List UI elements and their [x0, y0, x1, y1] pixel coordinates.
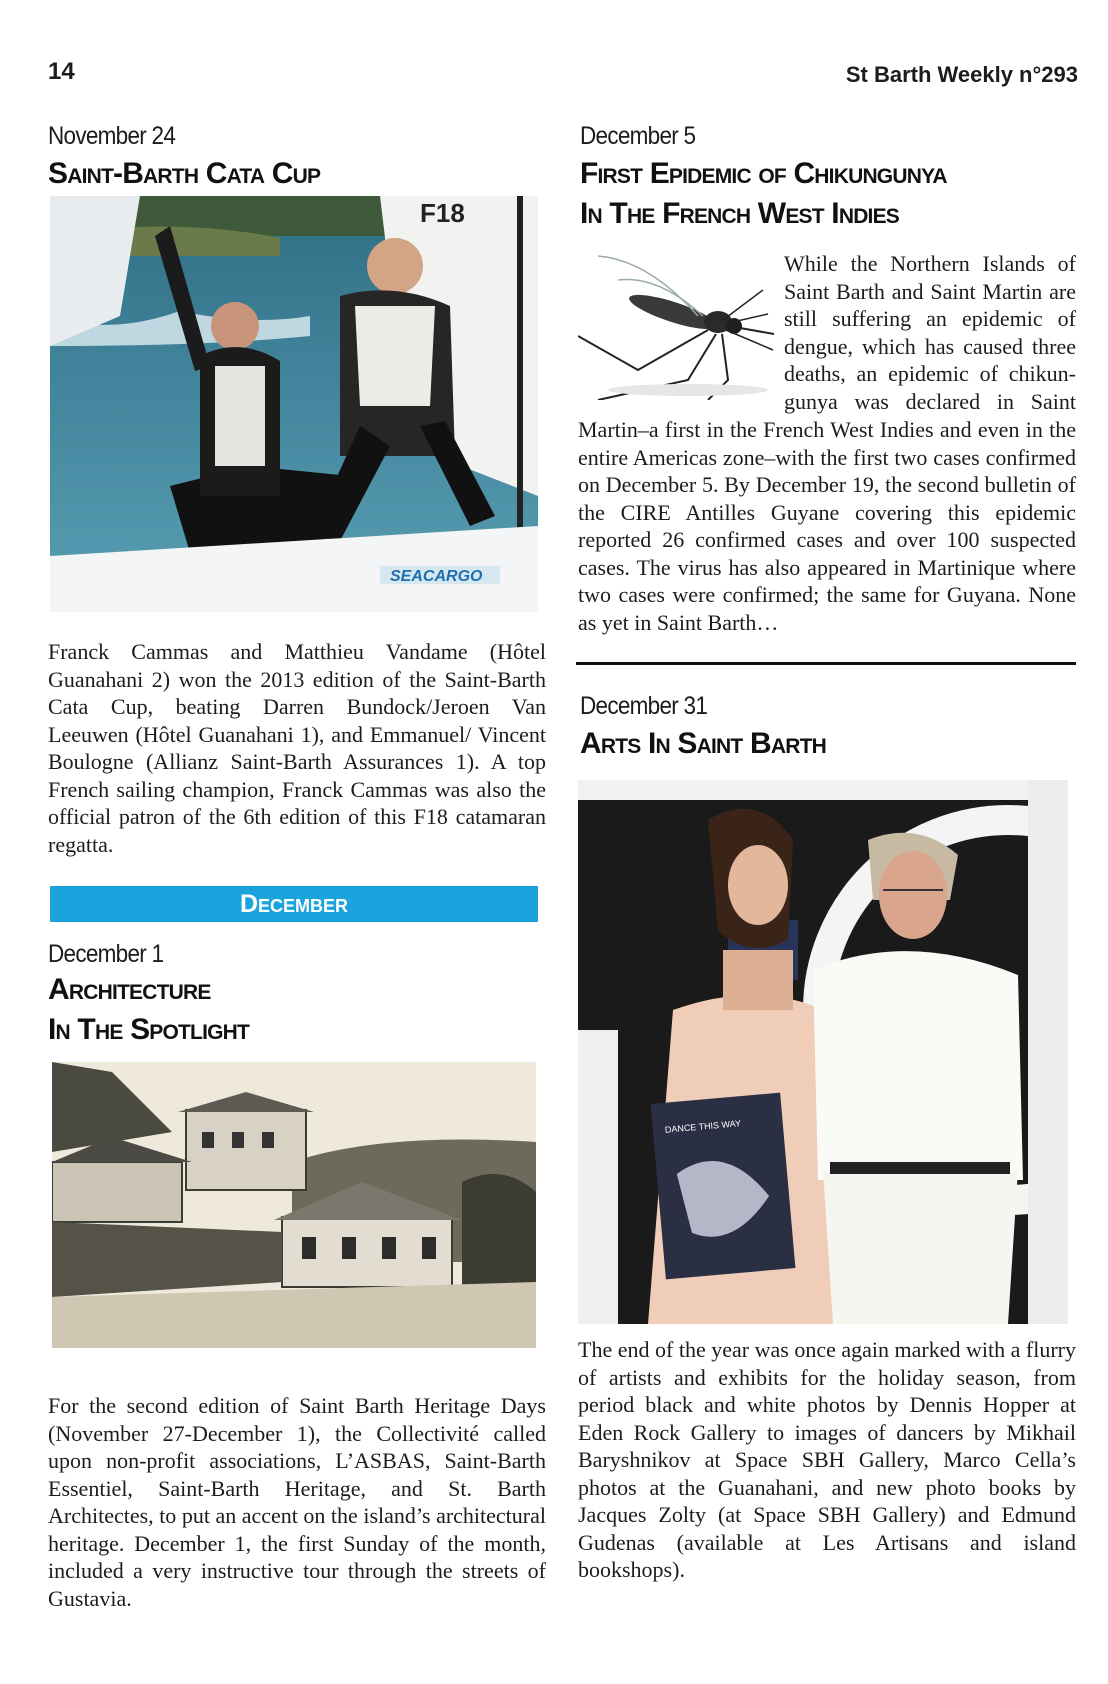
publication-name: St Barth Weekly n°293 — [845, 62, 1078, 87]
article-headline: Arts In Saint Barth — [580, 727, 826, 760]
book-title-text: DANCE THIS WAY — [664, 1118, 742, 1135]
body-line: While the Northern Islands of — [784, 251, 1076, 276]
article-headline-line2: In The Spotlight — [48, 1013, 250, 1046]
article-headline-line1: First Epidemic of Chikungunya — [580, 157, 947, 190]
sail-number-text: F18 — [420, 198, 465, 228]
body-line: Saint Barth and Saint Martin are — [784, 278, 1076, 304]
body-line: still suffering an epidemic of — [784, 306, 1076, 331]
gallery-photo — [578, 780, 1068, 1324]
article-body: For the second edition of Saint Barth Heritage Days (November 27-December 1), the Collectivité called upon non-profit associations, L’ASBAS, Saint-Barth Essentiel, Saint-Barth Heritage, and St. Barth Architectes, to put an accent on the island’s architectural heritage. December 1, the first Sunday of the month, included a very instructive tour through the streets of Gustavia. — [48, 1393, 546, 1611]
article-date: December 5 — [580, 122, 696, 150]
hull-logo-text: SEACARGO — [390, 568, 483, 585]
divider-rule — [576, 662, 1076, 665]
article-headline-line1: Architecture — [48, 973, 211, 1006]
article-headline: Saint-Barth Cata Cup — [48, 157, 321, 190]
article-date: November 24 — [48, 122, 176, 150]
page-number: 14 — [48, 58, 75, 85]
article-date: December 1 — [48, 940, 164, 968]
mosquito-illustration — [578, 250, 778, 400]
body-line: gunya was declared in Saint — [784, 388, 1076, 414]
heritage-photo — [52, 1062, 536, 1348]
article-body: Martin–a first in the French West Indies and even in the entire Americas zone–with the first two cases confirmed on December 5. By December 19, the second bulletin of the CIRE Antilles Guyane covering this epidemic reported 26 confirmed cases and over 100 suspected cases. The virus has also appeared in Martinique where two cases were confirmed; the same for Guyana. None as yet in Saint Barth… — [578, 417, 1076, 635]
body-line: deaths, an epidemic of chikun- — [784, 361, 1076, 386]
section-bar: December — [50, 886, 538, 922]
article-date: December 31 — [580, 692, 708, 720]
article-body-wrap — [784, 250, 1076, 415]
body-line: dengue, which has caused three — [784, 333, 1076, 359]
article-body: Franck Cammas and Matthieu Vandame (Hôtel Guanahani 2) won the 2013 edition of the Saint-Barth Cata Cup, beating Darren Bundock/Jeroen Van Leeuwen (Hôtel Guanahani 1), and Emmanuel/ Vincent Boulogne (Allianz Saint-Barth Assurances 1). A top French sailing champion, Franck Cammas was also the official patron of the 6th edition of this F18 catamaran regatta. — [48, 639, 546, 857]
sailing-photo — [50, 196, 538, 612]
article-headline-line2: In The French West Indies — [580, 197, 900, 230]
article-body: The end of the year was once again marked with a flurry of artists and exhibits for the holiday season, from period black and white photos by Dennis Hopper at Eden Rock Gallery to images of dancers by Mikhail Baryshnikov at Space SBH Gallery, Marco Cella’s photos at the Guanahani, and new photo books by Jacques Zolty (at Space SBH Gallery) and Edmund Gudenas (available at Les Artisans and island bookshops). — [578, 1337, 1076, 1582]
